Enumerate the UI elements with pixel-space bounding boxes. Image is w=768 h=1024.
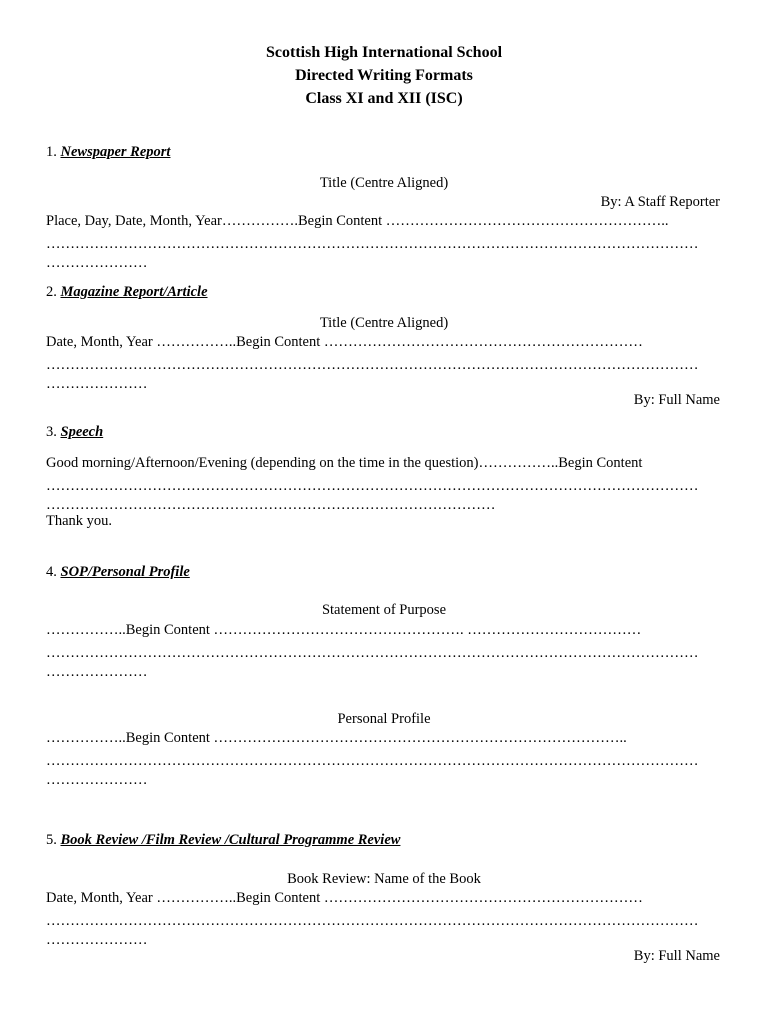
section-heading-magazine-report <box>46 283 208 301</box>
section-title: Newspaper Report <box>60 144 171 160</box>
section-number: 2. <box>46 284 57 300</box>
dotted-line: ………………… <box>46 376 148 392</box>
section-number: 3. <box>46 424 57 440</box>
section-number: 5. <box>46 832 57 848</box>
format-line: ……………..Begin Content ………………………………………………………………………….. <box>46 730 627 746</box>
dotted-line: ………………… <box>46 772 148 788</box>
format-line: Place, Day, Date, Month, Year…………….Begin Content ………………………………………………….. <box>46 213 669 229</box>
document-title: Directed Writing Formats <box>295 67 473 84</box>
dotted-line: ……………………………………………………………………………………………………………………… <box>46 645 699 661</box>
section-title: Book Review /Film Review /Cultural Programme Review <box>60 832 401 848</box>
format-line: Good morning/Afternoon/Evening (depending on the time in the question)……………..Begin Content <box>46 455 643 471</box>
dotted-line: ……………………………………………………………………………………………………………………… <box>46 357 699 373</box>
section-heading-sop-profile <box>46 563 190 581</box>
centre-title: Book Review: Name of the Book <box>287 871 481 887</box>
section-heading-newspaper-report <box>46 143 170 161</box>
centre-title: Personal Profile <box>337 711 431 727</box>
byline: By: Full Name <box>633 948 720 964</box>
dotted-line: ………………… <box>46 932 148 948</box>
section-title: Magazine Report/Article <box>60 284 208 300</box>
section-title: SOP/Personal Profile <box>60 564 190 580</box>
centre-title: Title (Centre Aligned) <box>319 175 449 191</box>
byline: By: A Staff Reporter <box>600 194 720 210</box>
dotted-line: ………………………………………………………………………………… <box>46 497 496 513</box>
format-line: Date, Month, Year ……………..Begin Content ………………………………………………………… <box>46 890 643 906</box>
format-line: ……………..Begin Content ……………………………………………. ……………………………… <box>46 622 642 638</box>
section-heading-speech <box>46 423 103 441</box>
dotted-line: ……………………………………………………………………………………………………………………… <box>46 236 699 252</box>
byline: By: Full Name <box>633 392 720 408</box>
section-number: 4. <box>46 564 57 580</box>
closing-line: Thank you. <box>46 513 113 529</box>
dotted-line: ……………………………………………………………………………………………………………………… <box>46 753 699 769</box>
dotted-line: ……………………………………………………………………………………………………………………… <box>46 478 699 494</box>
dotted-line: ………………… <box>46 664 148 680</box>
centre-title: Statement of Purpose <box>321 602 447 618</box>
section-heading-book-review <box>46 831 400 849</box>
dotted-line: ………………… <box>46 255 148 271</box>
class-subtitle: Class XI and XII (ISC) <box>305 90 463 107</box>
centre-title: Title (Centre Aligned) <box>319 315 449 331</box>
school-name: Scottish High International School <box>265 44 503 61</box>
format-line: Date, Month, Year ……………..Begin Content ………………………………………………………… <box>46 334 643 350</box>
section-title: Speech <box>60 424 104 440</box>
dotted-line: ……………………………………………………………………………………………………………………… <box>46 913 699 929</box>
section-number: 1. <box>46 144 57 160</box>
